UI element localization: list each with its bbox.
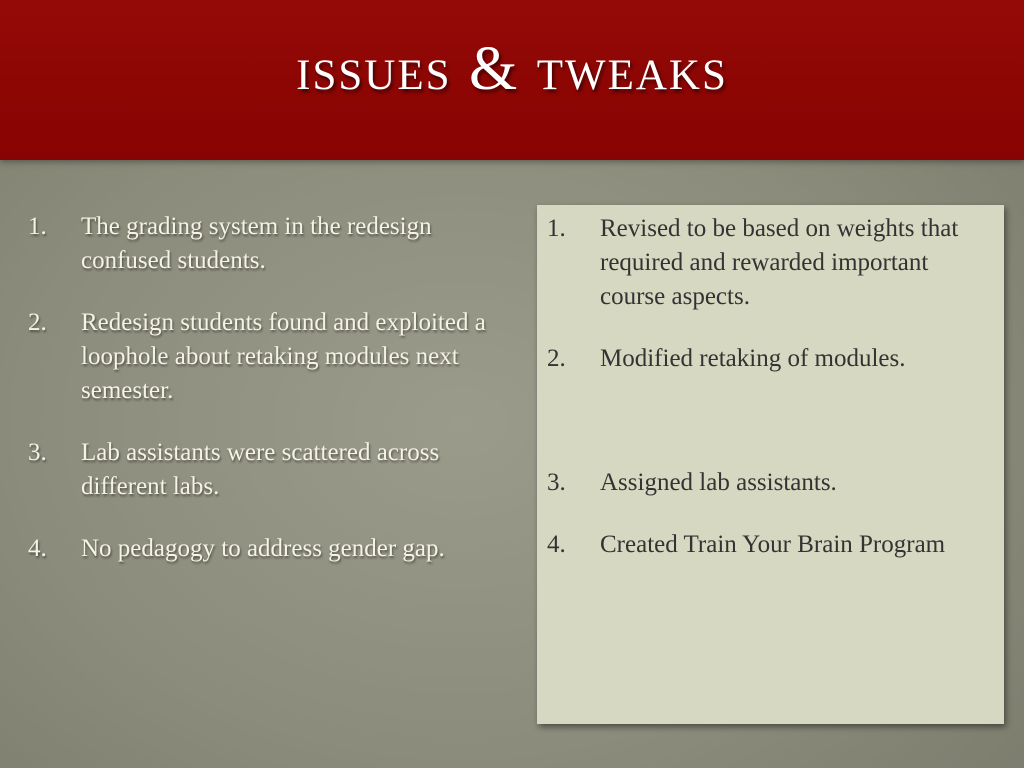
tweak-item-3 xyxy=(547,466,997,500)
tweak-item-2 xyxy=(547,342,997,376)
issue-item-2 xyxy=(28,306,508,408)
tweak-text: Modified retaking of modules. xyxy=(600,345,906,372)
tweak-item-1 xyxy=(547,212,997,314)
slide-title: issues & tweaks xyxy=(296,35,728,103)
issue-number: 2. xyxy=(28,309,47,336)
issue-item-3 xyxy=(28,436,508,504)
issues-list-column xyxy=(28,210,508,594)
issue-item-4 xyxy=(28,532,508,566)
tweak-text: Assigned lab assistants. xyxy=(600,469,837,496)
issue-number: 4. xyxy=(28,535,47,562)
tweak-number: 4. xyxy=(547,531,566,558)
tweaks-list-column xyxy=(547,212,997,590)
issue-number: 1. xyxy=(28,213,47,240)
issue-text: Lab assistants were scattered across different labs. xyxy=(81,439,440,500)
issue-text: No pedagogy to address gender gap. xyxy=(81,535,445,562)
tweak-text: Revised to be based on weights that required and rewarded important course aspects. xyxy=(600,215,959,310)
tweak-number: 2. xyxy=(547,345,566,372)
tweak-number: 3. xyxy=(547,469,566,496)
title-bar xyxy=(0,0,1024,160)
tweak-number: 1. xyxy=(547,215,566,242)
tweak-text: Created Train Your Brain Program xyxy=(600,531,946,558)
tweak-item-4 xyxy=(547,528,997,562)
issue-text: The grading system in the redesign confused students. xyxy=(81,213,432,274)
issue-item-1 xyxy=(28,210,508,278)
tweaks-list xyxy=(547,212,997,562)
issues-list xyxy=(28,210,508,566)
tweaks-panel xyxy=(537,205,1004,724)
issue-number: 3. xyxy=(28,439,47,466)
issue-text: Redesign students found and exploited a loophole about retaking modules next semester. xyxy=(81,309,486,404)
